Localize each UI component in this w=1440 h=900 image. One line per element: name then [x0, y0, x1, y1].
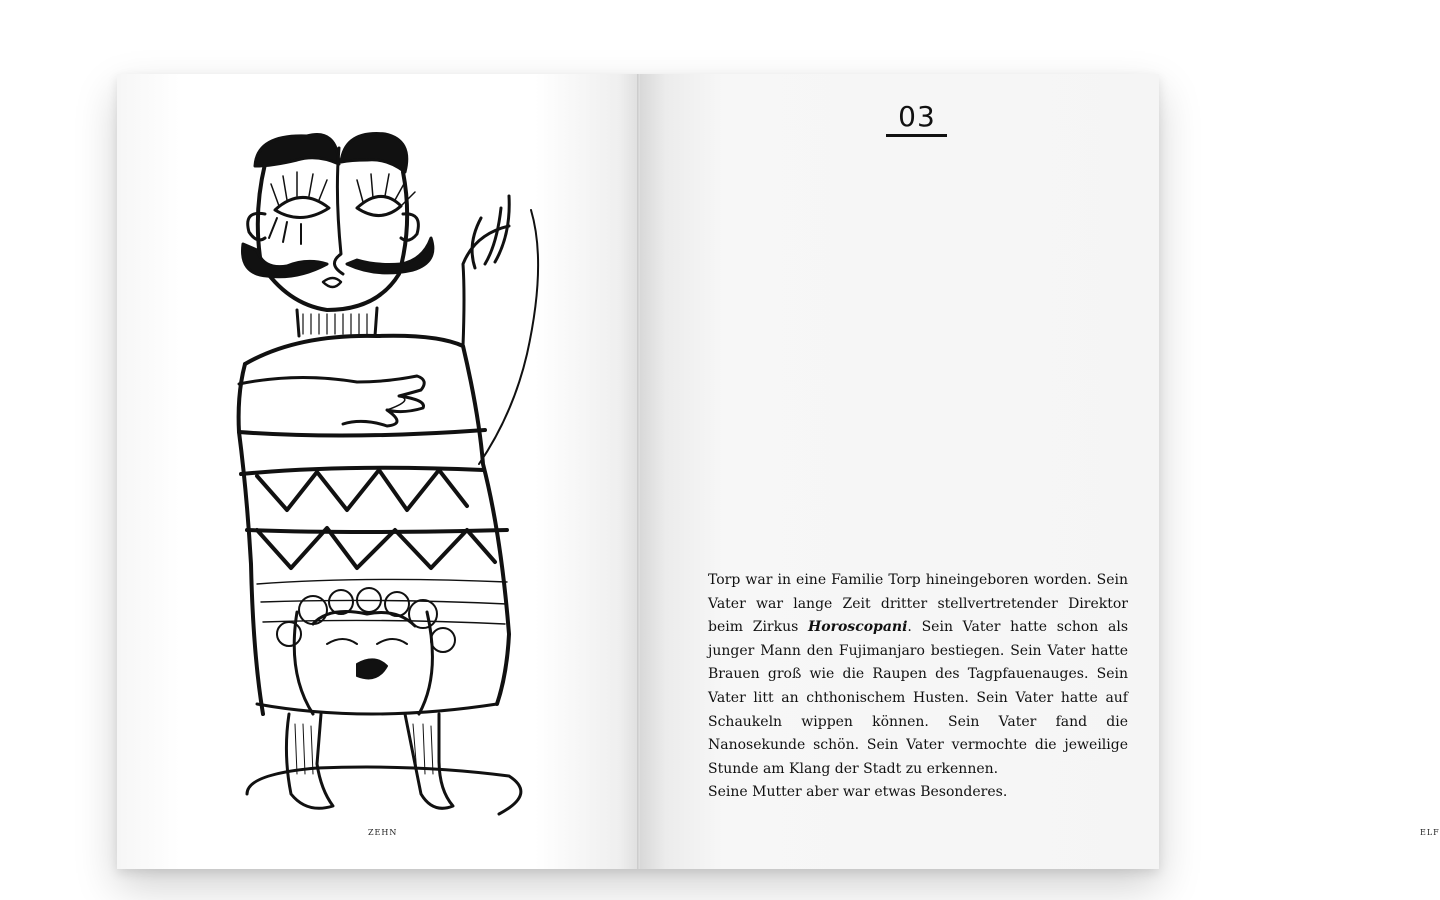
chapter-underline	[886, 134, 947, 137]
body-text	[708, 569, 1128, 805]
paragraph-1-start: Torp war in eine Familie Torp hineingeboren worden. Sein Vater war lange Zeit dritter stellvertretender Direktor beim Zirkus	[708, 572, 1128, 636]
ink-illustration	[217, 114, 557, 814]
circus-name: Horoscopani	[808, 619, 908, 636]
page-number-left: ZEHN	[368, 828, 398, 837]
chapter-number: 03	[898, 100, 936, 133]
left-page	[117, 74, 640, 869]
page-number-right: ELF	[1420, 828, 1440, 837]
paragraph-2: Seine Mutter aber war etwas Besonderes.	[708, 784, 1008, 801]
paragraph-1-end: . Sein Vater hatte schon als junger Mann den Fujimanjaro bestiegen. Sein Vater hatte Brauen groß wie die Raupen des Tagpfauenauges. Sein Vater litt an chthonischem Husten. Sein Vater hatte auf Schaukeln wippen können. Sein Vater fand die Nanosekunde schön. Sein Vater vermochte die jeweilige Stunde am Klang der Stadt zu erkennen.	[708, 619, 1129, 777]
paragraph-1	[708, 569, 1128, 781]
